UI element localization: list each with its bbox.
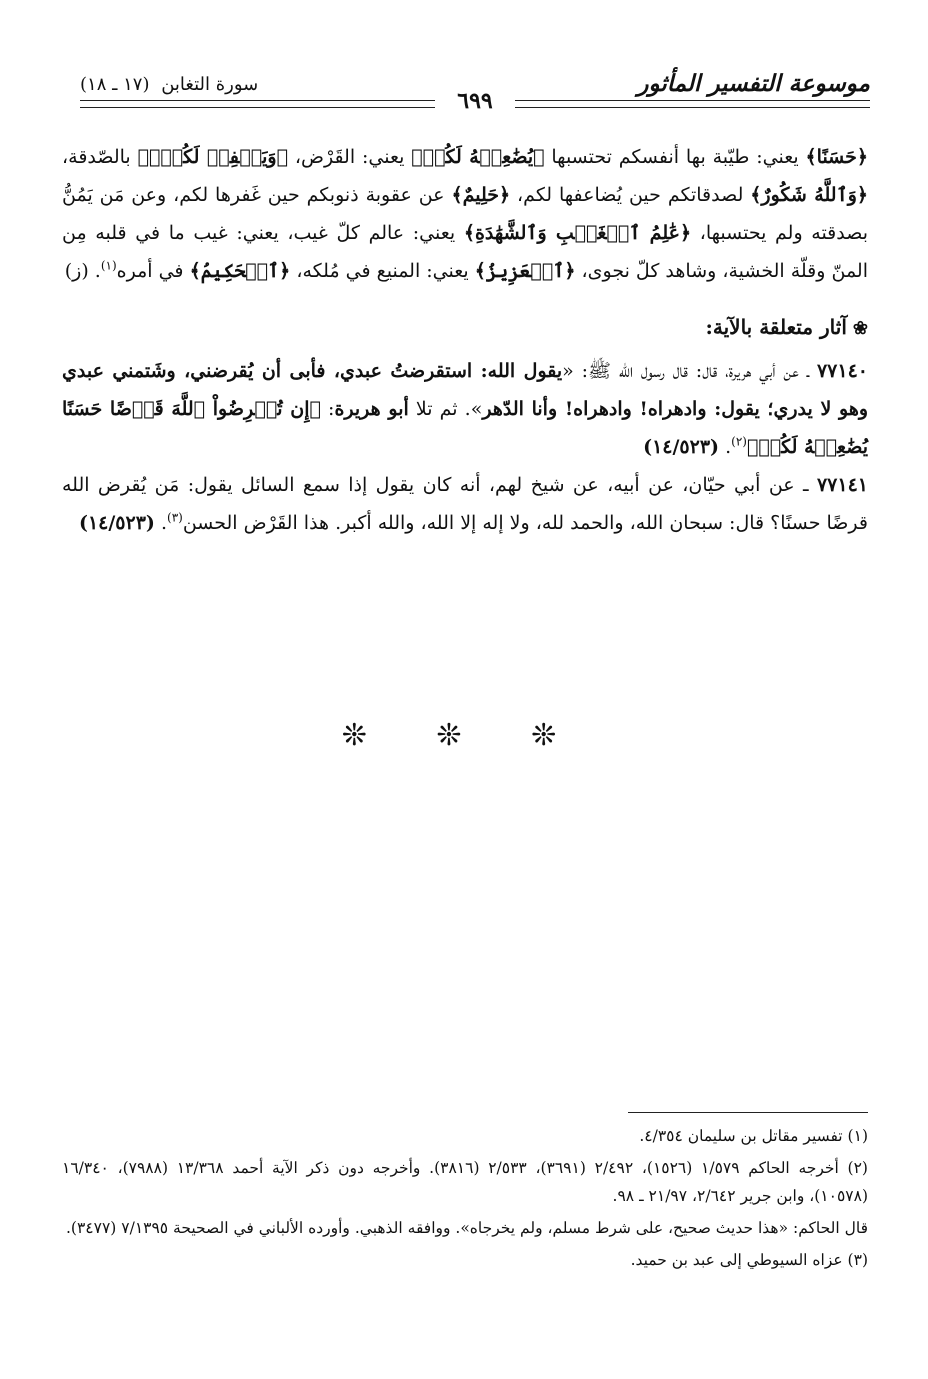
footnote: قال الحاكم: «هذا حديث صحيح، على شرط مسلم، ولم يخرجاه». ووافقه الذهبي. وأورده الألباني في الصحيحة ٧/١٣٩٥ (٣٤٧٧). [65, 1219, 868, 1237]
athar-text: ـ عن أبي حيّان، عن أبيه، عن شيخ لهم، أنه كان يقول إذا سمع السائل يقول: مَن يُقرض الله قرضًا حسنًا؟ قال: سبحان الله، والحمد لله، ولا إله إلا الله، والله أكبر. هذا القَرْض الحسن [62, 474, 868, 534]
tafsir-text: عن عقوبة ذنوبكم حين غَفرها لكم، وعن مَن يَمُنُّ بصدقته ولم يحتسبها، [62, 184, 869, 244]
quran-word: ﴿حَلِيمٌ﴾ [451, 184, 511, 206]
quran-word: ﴿يُضَٰعِفۡهُ لَكُمۡ﴾ [411, 146, 545, 168]
athar-number: ٧٧١٤٠ [816, 360, 868, 382]
section-heading [62, 308, 868, 348]
quran-word: ﴿حَسَنًا﴾ [805, 146, 868, 168]
tafsir-text: في أمره [116, 260, 190, 282]
footnotes [62, 1122, 868, 1278]
book-title: موسوعة التفسير المأثور [637, 70, 870, 97]
narrator-name: أبو هريرة [334, 398, 409, 420]
quran-word: ﴿ٱلۡحَكِيمُ﴾ [189, 260, 291, 282]
athar-text: . [154, 512, 167, 534]
tafsir-text: بالصّدقة، [62, 146, 138, 168]
quran-verse: ﴿إِن تُقۡرِضُواْ ٱللَّهَ قَرۡضًا حَسَنًا يُضَٰعِفۡهُ لَكُمۡ﴾ [62, 398, 868, 458]
tafsir-text: يعني: عالم كلّ غيب، يعني: غيب ما في قلبه مِن المنّ وقلّة الخشية، وشاهد كلّ نجوى، [62, 222, 868, 282]
footnote-marker[interactable]: (٢) [731, 434, 747, 449]
tafsir-text: لصدقاتكم حين يُضاعفها لكم، [510, 184, 751, 206]
page-number: ٦٩٩ [457, 88, 493, 114]
quran-word: ﴿عَٰلِمُ ٱلۡغَيۡبِ وَٱلشَّهَٰدَةِ﴾ [463, 222, 692, 244]
footnote-marker[interactable]: (١) [100, 258, 117, 273]
footnote: (٢) أخرجه الحاكم ١/٥٧٩ (١٥٢٦)، ٢/٤٩٢ (٣٦٩١)، ٢/٥٣٣ (٣٨١٦). وأخرجه دون ذكر الآية أحمد ١٣/٣٦٨ (٧٩٨٨)، ١٦/٣٤٠ (١٠٥٧٨)، وابن جرير ٢/٦٤٢، ٢١/٩٧ ـ ٩٨. [62, 1159, 868, 1205]
main-text [62, 138, 868, 542]
athar-item [62, 352, 868, 466]
athar-text: ». ثم تلا [408, 398, 483, 420]
tafsir-text: يعني: القَرْض، [288, 146, 412, 168]
hadith-text: يقول الله: استقرضتُ عبدي، فأبى أن يُقرضني، وشَتمني عبدي وهو لا يدري؛ يقول: وادهراه! وادهراه! وأنا الدّهر [62, 360, 869, 420]
athar-number: ٧٧١٤١ [816, 474, 868, 496]
footnote: (٣) عزاه السيوطي إلى عبد بن حميد. [630, 1251, 868, 1269]
athar-text: : [320, 398, 335, 420]
footnote-marker[interactable]: (٣) [167, 510, 183, 525]
tafsir-text: يعني: المنيع في مُلكه، [290, 260, 475, 282]
quran-word: ﴿وَٱللَّهُ شَكُورٌ﴾ [750, 184, 869, 206]
surah-name: سورة التغابن [161, 74, 259, 95]
athar-item [62, 466, 868, 542]
footnote: (١) تفسير مقاتل بن سليمان ٤/٣٥٤. [639, 1127, 868, 1145]
section-separator: ❊ ❊ ❊ [341, 718, 587, 753]
quran-word: ﴿ٱلۡعَزِيزُ﴾ [474, 260, 576, 282]
tafsir-paragraph [62, 138, 868, 290]
athar-text: ـ عن أبي هريرة، قال: قال رسول الله ﷺ: « [562, 360, 817, 382]
flower-icon: ❀ [852, 318, 868, 339]
tafsir-text: . (ز) [64, 260, 101, 282]
page-header [80, 66, 870, 116]
athar-text: . [719, 436, 732, 458]
volume-page-ref: (١٤/٥٢٣) [78, 512, 155, 534]
page-number-block [80, 88, 870, 114]
verse-range: (١٧ ـ ١٨) [80, 74, 150, 95]
section-title: آثار متعلقة بالآية: [705, 315, 847, 339]
volume-page-ref: (١٤/٥٢٣) [643, 436, 720, 458]
tafsir-text: يعني: طيّبة بها أنفسكم تحتسبها [544, 146, 806, 168]
quran-word: ﴿وَيَغۡفِرۡ لَكُمۡۚ﴾ [137, 146, 288, 168]
footnote-rule [628, 1112, 868, 1113]
